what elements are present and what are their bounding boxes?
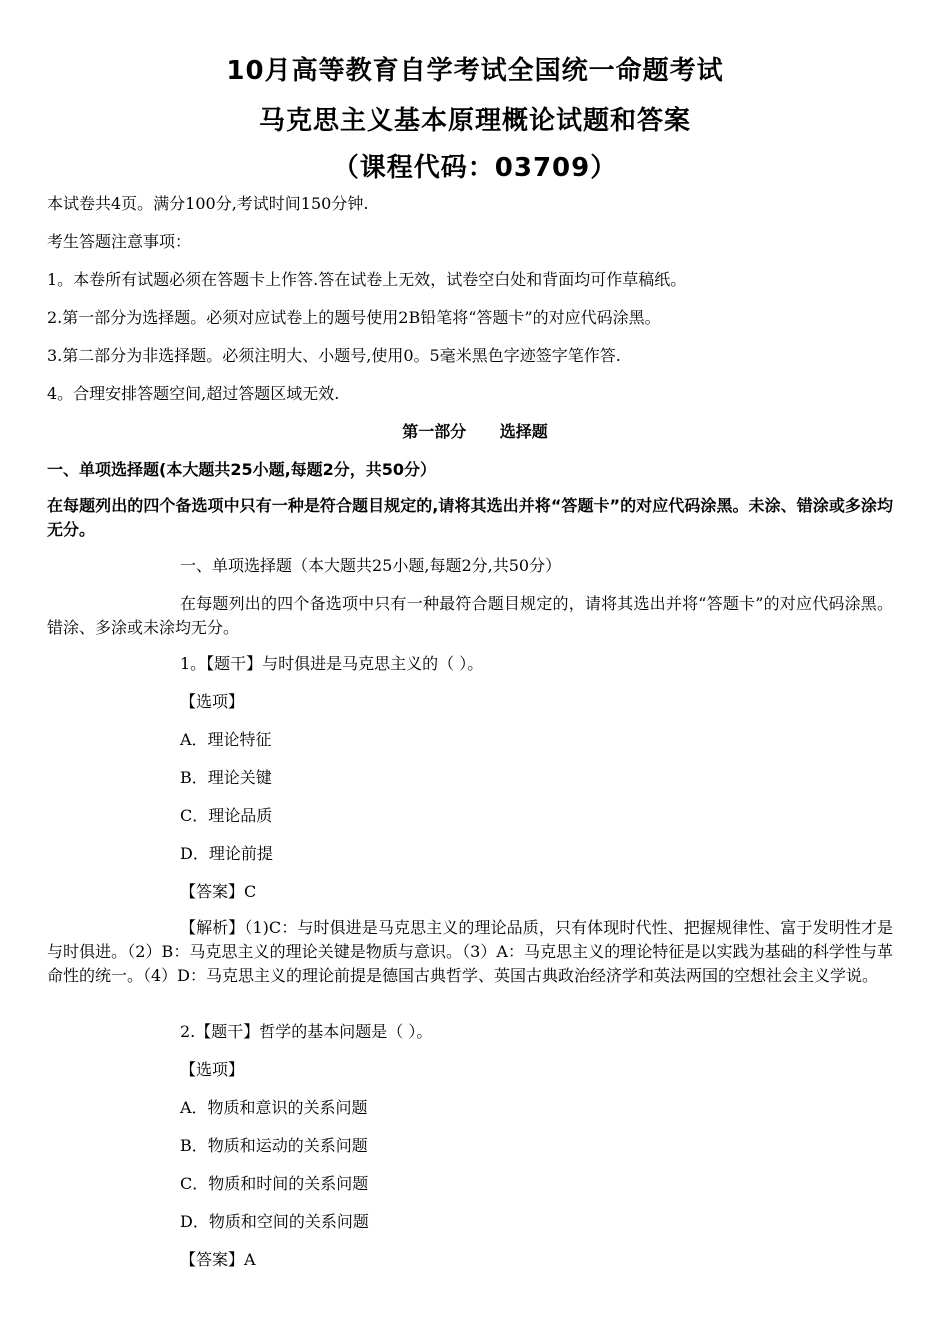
notice-item: 3.第二部分为非选择题。必须注明大、小题号,使用0。5毫米黑色字迹签字笔作答. [47, 346, 621, 365]
option-b: B．理论关键 [180, 768, 272, 787]
section-instruction: 在每题列出的四个备选项中只有一种是符合题目规定的,请将其选出并将“答题卡”的对应代码涂黑。未涂、错涂或多涂均无分。 [47, 496, 893, 539]
part-heading: 第一部分 选择题 [402, 422, 548, 441]
options-label: 【选项】 [180, 1060, 245, 1079]
section-title: 一、单项选择题(本大题共25小题,每题2分，共50分） [47, 460, 437, 479]
section-instruction-repeat: 在每题列出的四个备选项中只有一种最符合题目规定的，请将其选出并将“答题卡”的对应代码涂黑。错涂、多涂或未涂均无分。 [47, 594, 893, 637]
option-d: D．理论前提 [180, 844, 273, 863]
answer: 【答案】C [180, 882, 257, 901]
option-a: A．理论特征 [180, 730, 272, 749]
paper-subtitle: 马克思主义基本原理概论试题和答案 [258, 106, 691, 136]
exam-info: 本试卷共4页。满分100分,考试时间150分钟. [47, 194, 369, 213]
analysis: 【解析】（1)C：与时俱进是马克思主义的理论品质，只有体现时代性、把握规律性、富于发明性才是与时俱进。（2）B：马克思主义的理论关键是物质与意识。（3）A：马克思主义的理论特征是以实践为基础的科学性与革命性的统一。（4）D：马克思主义的理论前提是德国古典哲学、英国古典政治经济学和英法两国的空想社会主义学说。 [47, 918, 893, 985]
section-title-repeat: 一、单项选择题（本大题共25小题,每题2分,共50分） [180, 556, 562, 575]
exam-title: 10月高等教育自学考试全国统一命题考试 [226, 56, 724, 86]
question-stem: 1。【题干】与时俱进是马克思主义的（ ）。 [180, 654, 484, 673]
question-stem: 2.【题干】哲学的基本问题是（ ）。 [180, 1022, 433, 1041]
option-b: B．物质和运动的关系问题 [180, 1136, 368, 1155]
notice-item: 4。合理安排答题空间,超过答题区域无效. [47, 384, 340, 403]
answer: 【答案】A [180, 1250, 256, 1269]
option-d: D．物质和空间的关系问题 [180, 1212, 369, 1231]
notice-item: 1。本卷所有试题必须在答题卡上作答.答在试卷上无效，试卷空白处和背面均可作草稿纸。 [47, 270, 687, 289]
option-a: A．物质和意识的关系问题 [180, 1098, 368, 1117]
options-label: 【选项】 [180, 692, 245, 711]
option-c: C．物质和时间的关系问题 [180, 1174, 369, 1193]
notice-item: 2.第一部分为选择题。必须对应试卷上的题号使用2B铅笔将“答题卡”的对应代码涂黑。 [47, 308, 661, 327]
option-c: C．理论品质 [180, 806, 273, 825]
notice-heading: 考生答题注意事项： [47, 232, 192, 251]
course-code: （课程代码：03709） [332, 153, 618, 183]
